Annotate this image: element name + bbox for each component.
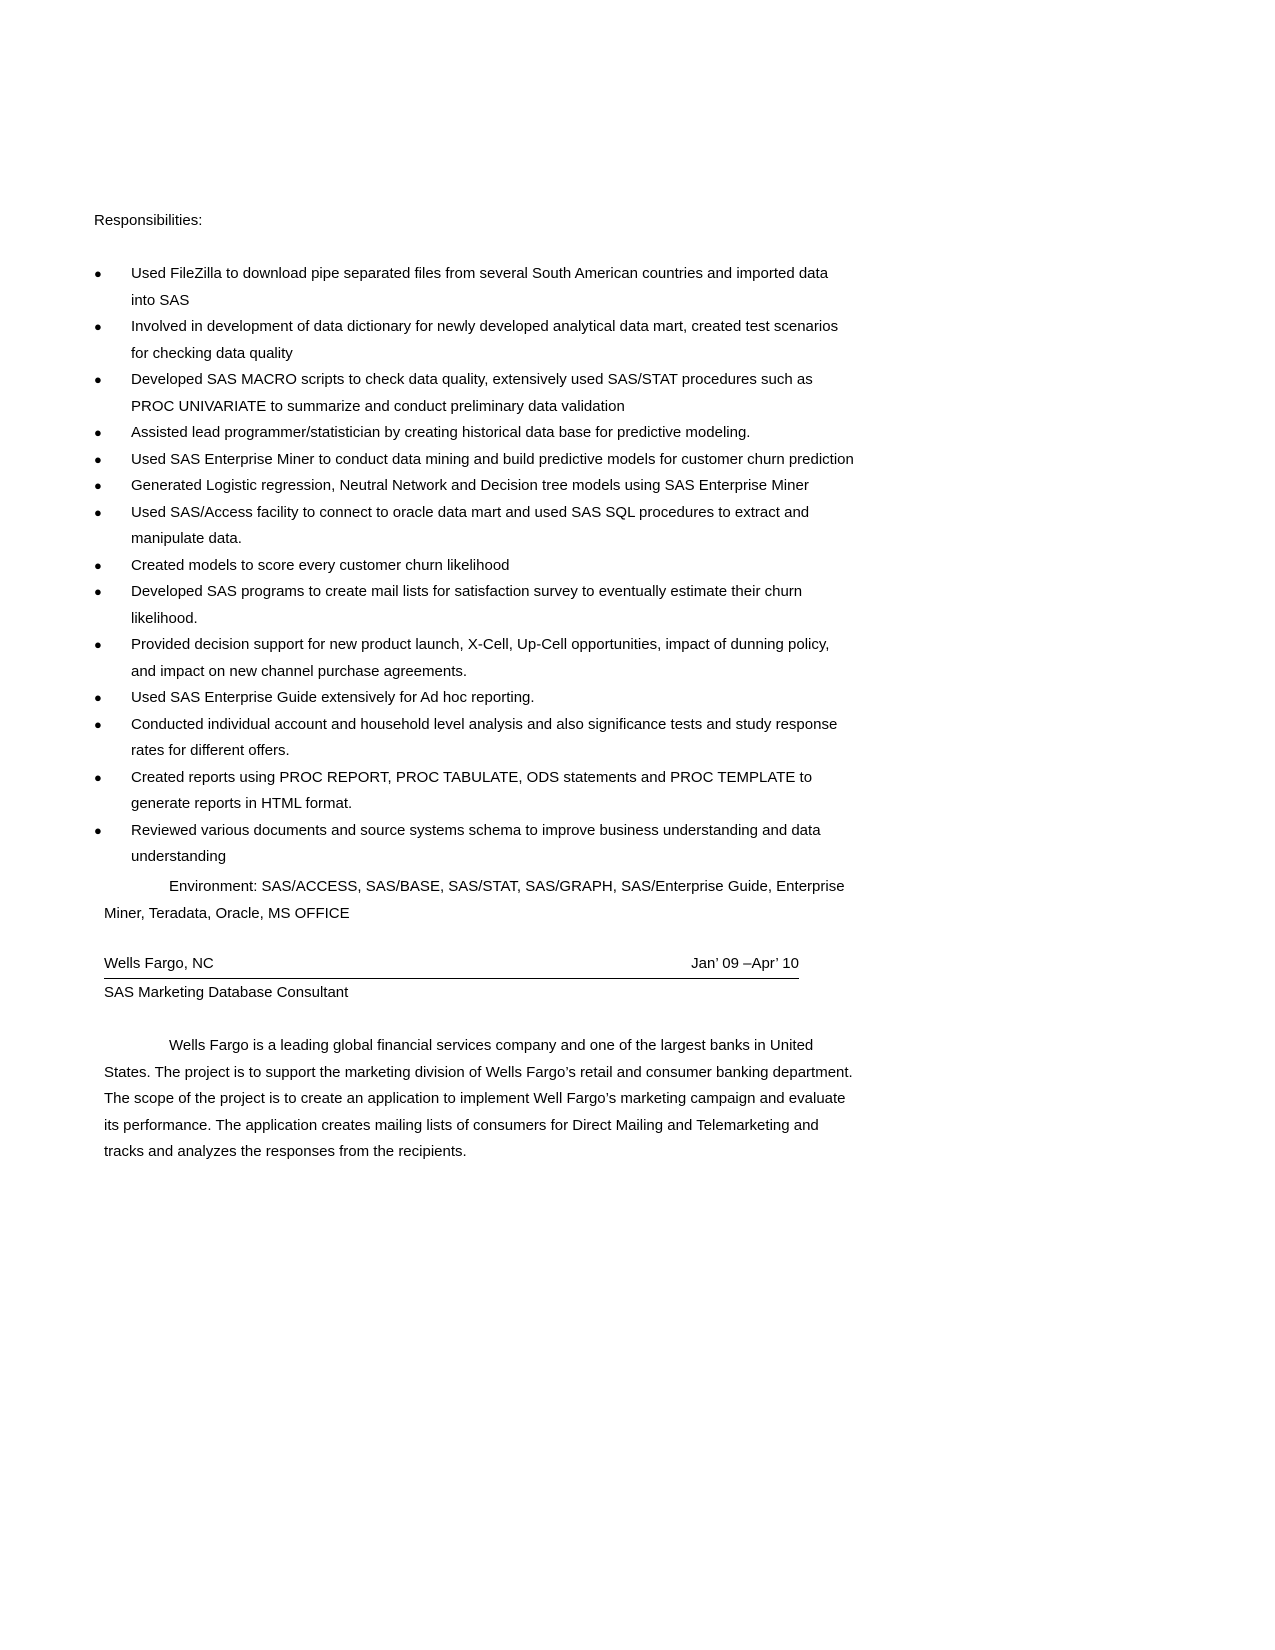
responsibility-text: Developed SAS MACRO scripts to check data quality, extensively used SAS/STAT procedures such as PROC UNIVARIATE to summarize and conduct preliminary data validation [131, 371, 813, 415]
responsibility-item [94, 765, 854, 818]
responsibility-text: Created reports using PROC REPORT, PROC TABULATE, ODS statements and PROC TEMPLATE to generate reports in HTML format. [131, 768, 813, 812]
responsibility-item [94, 818, 854, 871]
responsibility-item [94, 500, 854, 553]
bullet-icon: ● [94, 372, 102, 387]
responsibility-text: Reviewed various documents and source systems schema to improve business understanding and data understanding [131, 821, 821, 865]
bullet-icon: ● [94, 584, 102, 599]
bullet-icon: ● [94, 822, 102, 838]
bullet-icon: ● [94, 319, 102, 334]
responsibility-text: Generated Logistic regression, Neutral Network and Decision tree models using SAS Enterprise Miner [131, 477, 809, 494]
bullet-icon: ● [94, 769, 102, 785]
responsibility-item [94, 632, 854, 685]
responsibility-text: Used SAS Enterprise Miner to conduct data mining and build predictive models for customer churn prediction [131, 450, 854, 468]
responsibility-text: Developed SAS programs to create mail lists for satisfaction survey to eventually estimate their churn likelihood. [131, 583, 803, 627]
responsibility-item [94, 685, 854, 712]
job-title: SAS Marketing Database Consultant [104, 984, 349, 1001]
responsibility-item [94, 579, 854, 632]
responsibility-text: Assisted lead programmer/statistician by creating historical data base for predictive modeling. [131, 424, 751, 441]
responsibility-item [94, 553, 854, 580]
bullet-icon: ● [94, 716, 102, 732]
responsibility-text: Provided decision support for new product launch, X-Cell, Up-Cell opportunities, impact of dunning policy, and impact on new channel purchase agreements. [131, 636, 830, 680]
responsibility-item [94, 473, 854, 500]
bullet-icon: ● [94, 557, 102, 573]
responsibility-item [94, 420, 854, 447]
responsibility-text: Conducted individual account and household level analysis and also significance tests and study response rates for different offers. [131, 715, 838, 759]
responsibility-item [94, 314, 854, 367]
responsibilities-heading: Responsibilities: [94, 212, 203, 229]
bullet-icon: ● [94, 637, 102, 652]
bullet-icon: ● [94, 451, 102, 467]
bullet-icon: ● [94, 504, 102, 520]
responsibility-item [94, 712, 854, 765]
job-company: Wells Fargo, NC [104, 955, 214, 972]
environment-paragraph: Environment: SAS/ACCESS, SAS/BASE, SAS/STAT, SAS/GRAPH, SAS/Enterprise Guide, Enterprise Miner, Teradata, Oracle, MS OFFICE [104, 878, 845, 922]
responsibility-text: Used FileZilla to download pipe separated files from several South American countries and imported data into SAS [131, 265, 829, 309]
job-header [104, 953, 799, 979]
responsibility-item [94, 261, 854, 314]
bullet-icon: ● [94, 425, 102, 440]
bullet-icon: ● [94, 690, 102, 705]
bullet-icon: ● [94, 478, 102, 493]
responsibility-text: Used SAS Enterprise Guide extensively for Ad hoc reporting. [131, 689, 535, 706]
responsibilities-list [94, 261, 854, 871]
job-dates: Jan’ 09 –Apr’ 10 [691, 955, 799, 972]
responsibility-item [94, 447, 854, 474]
responsibility-text: Involved in development of data dictionary for newly developed analytical data mart, created test scenarios for checking data quality [131, 318, 839, 362]
responsibility-text: Created models to score every customer churn likelihood [131, 556, 510, 574]
responsibility-item [94, 367, 854, 420]
job-description: Wells Fargo is a leading global financial services company and one of the largest banks in United States. The project is to support the marketing division of Wells Fargo’s retail and consumer banking department. The scope of the project is to create an application to implement Well Fargo’s marketing campaign and evaluate its performance. The application creates mailing lists of consumers for Direct Mailing and Telemarketing and tracks and analyzes the responses from the recipients. [104, 1037, 853, 1160]
responsibility-text: Used SAS/Access facility to connect to oracle data mart and used SAS SQL procedures to extract and manipulate data. [131, 503, 810, 547]
bullet-icon: ● [94, 266, 102, 281]
